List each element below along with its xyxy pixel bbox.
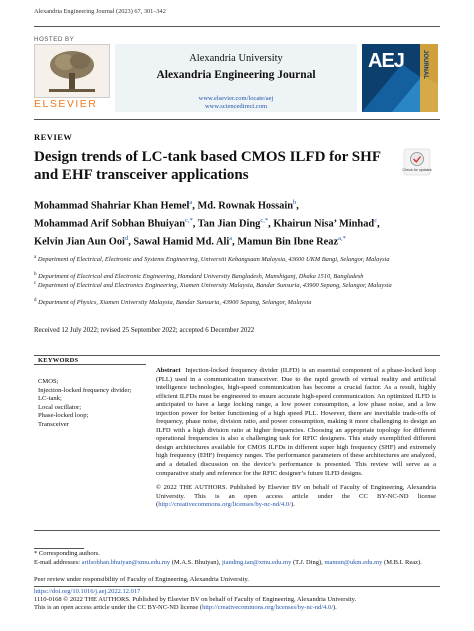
email-link[interactable]: mamun@ukm.edu.my [324,559,383,566]
author-line: Mohammad Shahriar Khan Hemel$^a$, Md. Rownak Hossain$^b$, [34,199,299,212]
email-addresses: E-mail addresses: arifsobhan.bhuiyan@xmu.edu.my (M.A.S. Bhuiyan), jianding.tan@xmu.edu.my (T.J. Ding), mamun@ukm.edu.my (M.B.I. Reaz). [34,559,422,566]
footer-rule [34,586,440,587]
license-statement: © 2022 THE AUTHORS. Published by Elsevier BV on behalf of Faculty of Engineering, Alexandria University. This is an open access article under the CC BY-NC-ND license (http://creativecommons.org/licenses/by-nc-nd/4.0/). [156,484,436,509]
abstract-bottom-rule [34,530,440,531]
journal-link-locate[interactable]: www.elsevier.com/locate/aej [198,95,274,102]
journal-cover-image [362,44,438,112]
peer-review-note: Peer review under responsibility of Faculty of Engineering, Alexandria University. [34,576,249,583]
author-affiliation-marker[interactable]: b [293,199,297,206]
crossmark-label: Check for updates [402,168,432,172]
footnote-rule [34,548,84,549]
received-dates: Received 12 July 2022; revised 25 September 2022; accepted 6 December 2022 [34,327,255,334]
author-name: Kelvin Jian Aun Ooi [34,236,125,248]
keywords-list [38,378,146,430]
journal-link-sciencedirect[interactable]: www.sciencedirect.com [204,103,268,110]
crossmark-badge[interactable] [404,149,430,175]
header-bottom-rule [34,119,440,120]
elsevier-tree-logo [34,44,110,98]
author-affiliation-marker[interactable]: d [124,234,129,242]
author-name: Mamun Bin Ibne Reaz [237,236,339,248]
open-access-line: This is an open access article under the CC BY-NC-ND license (http://creativecommons.org/licenses/by-nc-nd/4.0/). [34,604,337,611]
author-affiliation-marker[interactable]: a,* [338,234,346,242]
email-link[interactable]: jianding.tan@xmu.edu.my [221,559,292,566]
author-line: Kelvin Jian Aun Ooi$^d$, Sawal Hamid Md. Ali$^a$, Mamun Bin Ibne Reaz$^{a,*}$ [34,234,346,248]
copyright-line: 1110-0168 © 2022 THE AUTHORS. Published by Elsevier BV on behalf of Faculty of Engineering, Alexandria University. [34,596,357,603]
author-affiliation-marker[interactable]: c [374,216,378,224]
footer-license-link[interactable]: http://creativecommons.org/licenses/by-nc-nd/4.0/ [202,604,333,611]
license-link[interactable]: http://creativecommons.org/licenses/by-nc-nd/4.0/ [158,501,292,509]
author-affiliation-marker[interactable]: a [229,234,233,242]
journal-name: Alexandria Engineering Journal [156,69,316,81]
abstract-label: Abstract [156,367,181,374]
keyword: Phase-locked loop; [38,412,89,420]
running-header: Alexandria Engineering Journal (2023) 67, 301–342 [34,8,166,15]
cover-word: JOURNAL [422,50,428,80]
cover-letters: AEJ [368,50,404,72]
affiliation-b: $^b$ Department of Electrical and Electronic Engineering, Hamdard University Bangladesh, Munshiganj, Dhaka 1510, Bangladesh [34,272,364,281]
author-name: Sawal Hamid Md. Ali [133,236,230,248]
keyword: Transceiver [38,420,69,428]
corresponding-note: * Corresponding authors. [34,550,100,557]
author-affiliation-marker[interactable]: c,* [185,216,193,224]
keywords-title: KEYWORDS [38,357,79,364]
keyword: CMOS; [38,378,59,385]
abstract-text: Injection-locked frequency divider (ILFD) is an essential component of a phase-locked loop (PLL) used in a communication transceiver. Due to the rapid growth of virtual reality and artificial intelligence technologies, high-speed communication has become a crucial factor. As a result, highly efficient ILFDs must be engineered to ensure accurate high-speed communication. An optimized ILFD is anticipated to have a large locking range, a low power consumption, a low phase noise, and a low injection power for better functioning of a high speed PLL. However, there are inevitable trade-offs of frequency, phase noise, division ratio, and power consumption, making it more challenging to design an ILFD with a high division ratio at higher frequencies. Choosing an appropriate topology for different operational frequencies is also a challenging task for RFIC designers. This study exemplified different design architectures available for CMOS ILFDs in different super high frequency (SHF) and extremely high frequency (EHF) frequency ranges. The performance parameters of these architectures are analyzed, and a detailed discussion on the device’s performance is presented. This review will serve as a comparative study and reference for the RFIC designer’s future ILFD designs. [156,367,436,477]
author-list [34,196,444,250]
author-affiliation-marker[interactable]: c,* [260,216,269,224]
author-name: Tan Jian Ding [197,218,261,230]
hosted-by-label: HOSTED BY [34,36,75,43]
header-rule [34,26,440,27]
publisher-name: ELSEVIER [34,98,98,110]
affiliation-c: $^c$ Department of Electrical and Electronics Engineering, Xiamen University Malaysia, Bandar Sunsuria, 43900 Sepang, Selangor, Malaysia [34,281,392,290]
keyword: Local oscillator; [38,403,82,411]
keywords-title-rule [34,364,146,365]
email-link[interactable]: arifsobhan.bhuiyan@xmu.edu.my [81,559,171,566]
author-name: Khairun Nisa’ Minhad [273,218,375,230]
affiliation-a: $^a$ Department of Electrical, Electronic and Systems Engineering, Universiti Kebangsaan Malaysia, 43600 UKM Bangi, Selangor, Malaysia [34,255,390,264]
doi-link[interactable]: https://doi.org/10.1016/j.aej.2022.12.017 [34,588,141,595]
keyword: Injection-locked frequency divider; [38,386,132,394]
author-affiliation-marker[interactable]: a [189,199,193,206]
author-line: Mohammad Arif Sobhan Bhuiyan$^{c,*}$, Tan Jian Ding$^{c,*}$, Khairun Nisa’ Minhad$^c$, [34,216,380,230]
abstract [156,367,436,478]
article-type: REVIEW [34,132,73,142]
author-name: Mohammad Shahriar Khan Hemel [34,200,190,212]
author-name: Mohammad Arif Sobhan Bhuiyan [34,218,185,230]
abstract-top-rule [34,355,440,356]
article-title: Design trends of LC-tank based CMOS ILFD for SHF and EHF transceiver applications [34,149,381,183]
affiliation-d: $^d$ Department of Physics, Xiamen University Malaysia, Bandar Sunsuria, 43900 Sepang, Selangor, Malaysia [34,298,312,307]
university-name: Alexandria University [189,53,283,64]
keyword: LC-tank; [38,395,62,403]
author-name: Md. Rownak Hossain [197,200,294,212]
